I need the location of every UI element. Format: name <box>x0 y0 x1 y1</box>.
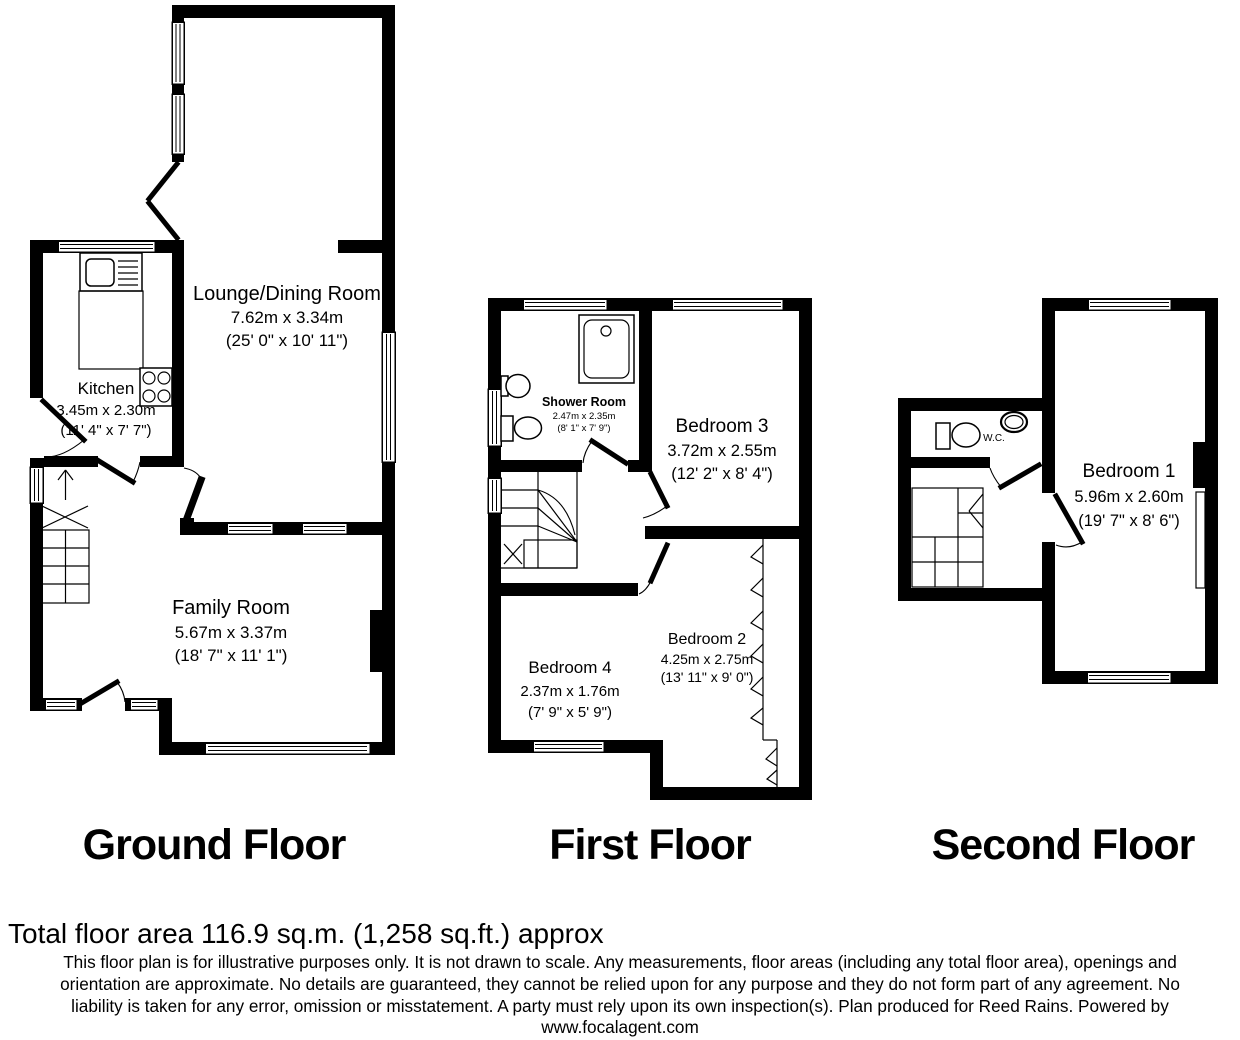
window-icon <box>488 478 501 513</box>
disclaimer-line: liability is taken for any error, omission or misstatement. A party must rely upon its own inspection(s). Plan produced for Reed Rains. Powered by <box>71 996 1169 1016</box>
room-dim-ft-bedroom3: (12' 2" x 8' 4") <box>671 465 773 483</box>
room-dim-ft-lounge: (25' 0" x 10' 11") <box>225 331 349 350</box>
window-icon <box>30 467 43 503</box>
room-label-bedroom1: Bedroom 1 <box>1082 461 1176 482</box>
window-icon <box>523 299 607 310</box>
room-dim-m-bedroom1: 5.96m x 2.60m <box>1074 488 1184 506</box>
toilet-icon <box>936 423 980 449</box>
window-icon <box>672 299 783 310</box>
window-icon <box>1087 672 1171 683</box>
room-label-bedroom3: Bedroom 3 <box>675 416 769 437</box>
second-staircase <box>912 488 983 587</box>
hob-icon <box>140 368 172 406</box>
window-icon <box>1088 299 1171 310</box>
room-dim-m-bedroom4: 2.37m x 1.76m <box>520 683 620 700</box>
room-label-bedroom2: Bedroom 2 <box>667 631 747 648</box>
second-floor-plan <box>898 298 1218 684</box>
window-icon <box>382 332 395 462</box>
room-label-wc: W.C. <box>983 433 1005 444</box>
room-dim-m-bedroom2: 4.25m x 2.75m <box>660 651 754 667</box>
floor-title-first: First Floor <box>549 821 751 869</box>
window-icon <box>172 94 184 154</box>
sloped-ceiling-marks <box>751 538 777 787</box>
room-label-shower: Shower Room <box>541 395 627 409</box>
room-label-family: Family Room <box>172 597 290 619</box>
toilet-icon <box>501 416 542 441</box>
room-dim-ft-bedroom1: (19' 7" x 8' 6") <box>1078 512 1180 530</box>
basin-icon <box>1001 412 1027 432</box>
window-icon <box>302 523 347 534</box>
room-dim-ft-shower: (8' 1" x 7' 9") <box>557 423 611 434</box>
room-dim-m-bedroom3: 3.72m x 2.55m <box>667 442 777 460</box>
window-icon <box>488 389 501 446</box>
room-dim-m-kitchen: 3.45m x 2.30m <box>56 402 156 419</box>
first-floor-plan <box>488 298 812 800</box>
room-label-kitchen: Kitchen <box>77 379 135 398</box>
angled-passage-wall <box>184 468 210 528</box>
window-icon <box>45 699 77 710</box>
second-doors <box>990 465 1082 547</box>
room-dim-ft-bedroom2: (13' 11" x 9' 0") <box>660 669 754 685</box>
door-icon <box>639 545 667 594</box>
room-dim-ft-family: (18' 7" x 11' 1") <box>174 646 288 665</box>
kitchen-sink-icon <box>79 253 143 369</box>
room-dim-m-lounge: 7.62m x 3.34m <box>230 308 344 327</box>
window-icon <box>227 523 273 534</box>
room-dim-m-family: 5.67m x 3.37m <box>174 623 288 642</box>
window-icon <box>172 22 184 84</box>
total-floor-area: Total floor area 116.9 sq.m. (1,258 sq.ft.) approx <box>8 918 604 949</box>
room-dim-m-shower: 2.47m x 2.35m <box>552 411 616 422</box>
ground-floor-plan <box>29 5 395 755</box>
disclaimer-line: This floor plan is for illustrative purposes only. It is not drawn to scale. Any measurements, floor areas (including any total floor area), openings and <box>63 952 1177 972</box>
disclaimer-url: www.focalagent.com <box>541 1017 699 1037</box>
window-icon <box>130 699 158 710</box>
shower-tray-icon <box>579 315 634 383</box>
first-staircase <box>501 472 577 568</box>
door-icon <box>643 474 667 518</box>
door-icon <box>990 465 1039 487</box>
ground-staircase <box>42 470 89 603</box>
floor-title-second: Second Floor <box>931 821 1195 869</box>
built-in-cupboard <box>1196 492 1205 588</box>
window-icon <box>205 743 370 754</box>
room-label-lounge: Lounge/Dining Room <box>193 283 381 305</box>
disclaimer-line: orientation are approximate. No details are guaranteed, they cannot be relied upon for any purpose and they do not form part of any agreement. No <box>60 974 1180 994</box>
room-dim-ft-bedroom4: (7' 9" x 5' 9") <box>528 704 612 721</box>
basin-icon <box>501 375 530 398</box>
floor-title-ground: Ground Floor <box>82 821 346 869</box>
room-label-bedroom4: Bedroom 4 <box>528 658 612 677</box>
window-icon <box>533 741 604 752</box>
room-dim-ft-kitchen: (11' 4" x 7' 7") <box>60 422 152 439</box>
window-icon <box>58 241 155 252</box>
